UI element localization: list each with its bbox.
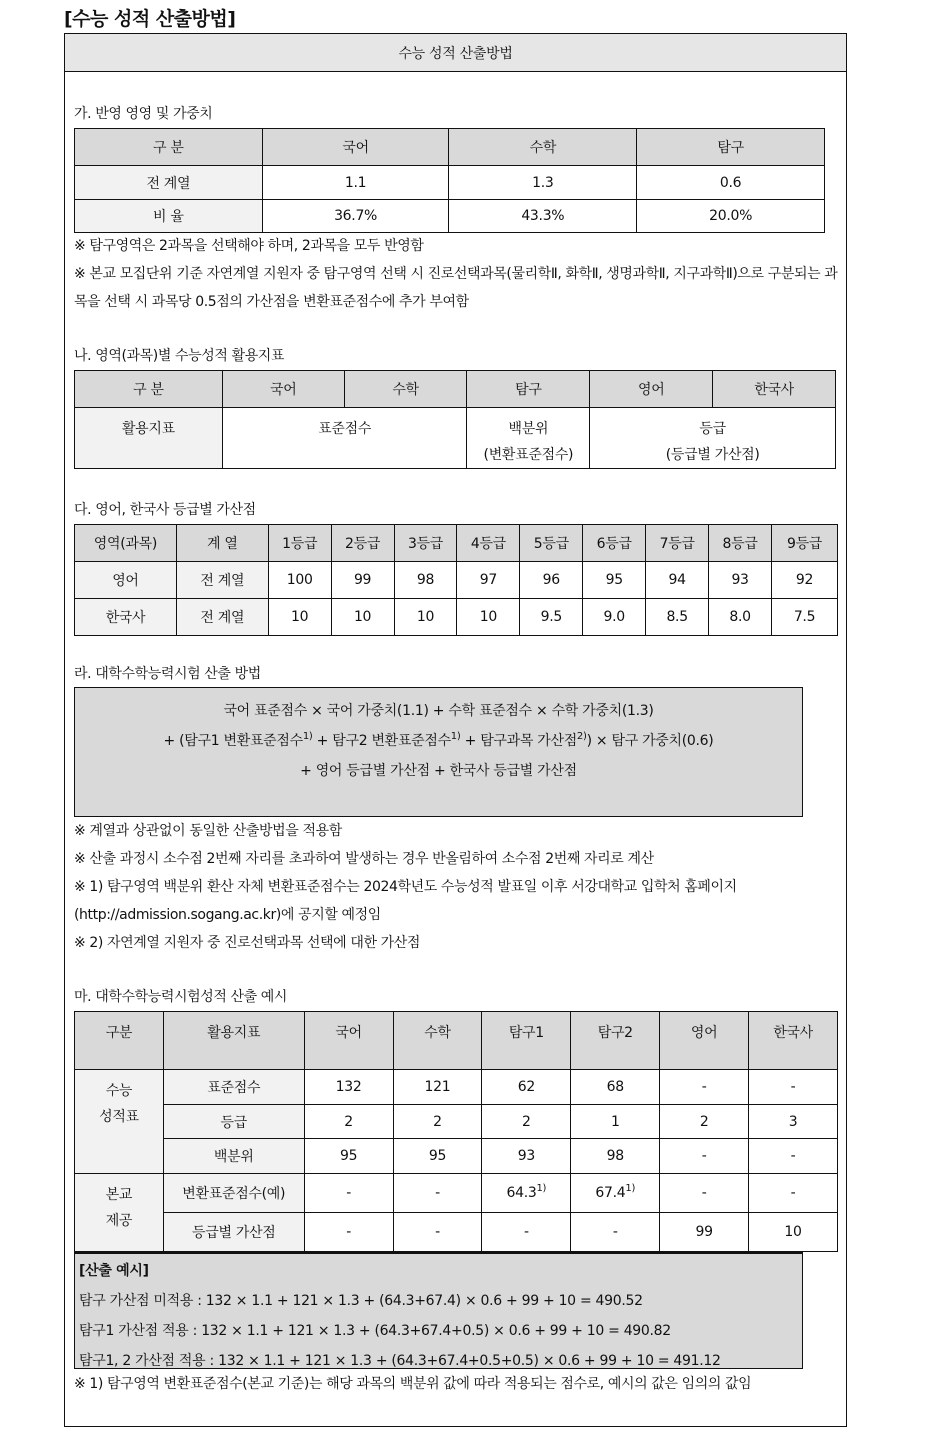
header-cell: 활용지표 (163, 1012, 304, 1070)
section-a-title: 가. 반영 영영 및 가중치 (74, 106, 213, 122)
inquiry-line2: (변환표준점수) (483, 447, 574, 463)
score-method-frame (64, 33, 847, 1427)
cell: 93 (709, 562, 772, 599)
cell: 95 (393, 1139, 482, 1174)
calculation-example-box (74, 1251, 803, 1369)
header-cell: 탐구1 (482, 1012, 571, 1070)
cell: 36.7% (262, 200, 449, 233)
table-row (75, 1070, 838, 1105)
cell: 62 (482, 1070, 571, 1105)
section-a-note: ※ 탐구영역은 2과목을 선택해야 하며, 2과목을 모두 반영함 (74, 238, 424, 254)
weight-table-header (75, 129, 825, 166)
cell: 0.6 (637, 166, 825, 200)
formula-line2 (75, 726, 802, 756)
table-row (75, 1139, 838, 1174)
example-line: 탐구1 가산점 적용 : 132 × 1.1 + 121 × 1.3 + (64.3+67.4+0.5) × 0.6 + 99 + 10 = 490.82 (79, 1323, 671, 1339)
header-cell: 구 분 (75, 371, 223, 408)
cell: 9.5 (520, 599, 583, 636)
formula-part: + (탐구1 변환표준점수 (163, 733, 303, 749)
section-e-note: ※ 1) 탐구영역 변환표준점수(본교 기준)는 해당 과목의 백분위 값에 따라 적용되는 점수로, 예시의 값은 임의의 값임 (74, 1376, 752, 1392)
grade-bonus-header (75, 525, 838, 562)
header-cell: 영어 (590, 371, 713, 408)
cell: 3 (749, 1105, 838, 1139)
section-e-title: 마. 대학수학능력시험성적 산출 예시 (74, 989, 288, 1005)
cell: - (660, 1139, 749, 1174)
example-table (74, 1011, 838, 1252)
header-cell: 계 열 (176, 525, 268, 562)
header-cell: 탐구 (637, 129, 825, 166)
table-row (75, 1105, 838, 1139)
cell: - (393, 1213, 482, 1252)
table-row (75, 562, 838, 599)
section-d-title: 라. 대학수학능력시험 산출 방법 (74, 666, 261, 682)
cell: 1 (571, 1105, 660, 1139)
header-cell: 국어 (222, 371, 344, 408)
grade-line1: 등급 (699, 421, 726, 437)
example-title: [산출 예시] (79, 1263, 149, 1279)
subject-cell: 영어 (75, 562, 177, 599)
cell: 10 (394, 599, 457, 636)
cell: 93 (482, 1139, 571, 1174)
cell: - (482, 1213, 571, 1252)
group-label-line: 제공 (105, 1213, 133, 1229)
row-label: 활용지표 (75, 408, 223, 469)
header-cell: 5등급 (520, 525, 583, 562)
cell: 2 (304, 1105, 393, 1139)
header-cell: 9등급 (772, 525, 838, 562)
header-cell: 1등급 (268, 525, 331, 562)
indicator-cell: 백분위 (163, 1139, 304, 1174)
row-label: 전 계열 (75, 166, 263, 200)
example-line: 탐구1, 2 가산점 적용 : 132 × 1.1 + 121 × 1.3 + (64.3+67.4+0.5+0.5) × 0.6 + 99 + 10 = 491.12 (79, 1353, 721, 1369)
header-cell: 한국사 (713, 371, 836, 408)
cell: 100 (268, 562, 331, 599)
group-label-line: 성적표 (99, 1109, 139, 1125)
grade-cell (590, 408, 836, 469)
cell: - (660, 1070, 749, 1105)
header-cell: 구 분 (75, 129, 263, 166)
cell: 95 (304, 1139, 393, 1174)
cell: 95 (583, 562, 646, 599)
formula-line3: + 영어 등급별 가산점 + 한국사 등급별 가산점 (300, 763, 577, 779)
indicator-table (74, 370, 836, 469)
header-cell: 8등급 (709, 525, 772, 562)
cell: 20.0% (637, 200, 825, 233)
cell: 10 (749, 1213, 838, 1252)
cell: 132 (304, 1070, 393, 1105)
indicator-cell: 표준점수 (163, 1070, 304, 1105)
track-cell: 전 계열 (176, 562, 268, 599)
table-row (75, 1174, 838, 1213)
header-cell: 수학 (449, 129, 637, 166)
cell: - (660, 1174, 749, 1213)
cell: 8.0 (709, 599, 772, 636)
grade-line2: (등급별 가산점) (665, 447, 760, 463)
header-cell: 국어 (262, 129, 449, 166)
cell: 10 (457, 599, 520, 636)
table-row (75, 408, 836, 469)
group-label-line: 본교 (105, 1187, 133, 1203)
cell: - (393, 1174, 482, 1213)
group-label-school (75, 1174, 164, 1252)
cell: 9.0 (583, 599, 646, 636)
cell: 8.5 (646, 599, 709, 636)
group-label-line: 수능 (105, 1083, 133, 1099)
value: 64.3 (506, 1185, 537, 1201)
cell: 10 (268, 599, 331, 636)
cell: 2 (660, 1105, 749, 1139)
cell: 99 (660, 1213, 749, 1252)
example-table-header (75, 1012, 838, 1070)
footnote-marker: 2) (576, 731, 587, 742)
formula-box (74, 687, 803, 817)
header-cell: 6등급 (583, 525, 646, 562)
header-cell: 영역(과목) (75, 525, 177, 562)
cell (482, 1174, 571, 1213)
header-cell: 7등급 (646, 525, 709, 562)
indicator-cell: 등급별 가산점 (163, 1213, 304, 1252)
cell: 10 (331, 599, 394, 636)
cell: 68 (571, 1070, 660, 1105)
header-cell: 수학 (344, 371, 467, 408)
cell: 43.3% (449, 200, 637, 233)
subject-cell: 한국사 (75, 599, 177, 636)
cell (571, 1174, 660, 1213)
cell: 121 (393, 1070, 482, 1105)
inquiry-line1: 백분위 (508, 421, 549, 437)
grade-bonus-table (74, 524, 838, 636)
cell: - (749, 1139, 838, 1174)
example-line: 탐구 가산점 미적용 : 132 × 1.1 + 121 × 1.3 + (64.3+67.4) × 0.6 + 99 + 10 = 490.52 (79, 1293, 643, 1309)
cell: 1.1 (262, 166, 449, 200)
weight-table (74, 128, 825, 233)
cell: - (571, 1213, 660, 1252)
header-cell: 구분 (75, 1012, 164, 1070)
section-d-note: ※ 2) 자연계열 지원자 중 진로선택과목 선택에 대한 가산점 (74, 935, 421, 951)
header-cell: 3등급 (394, 525, 457, 562)
formula-line1: 국어 표준점수 × 국어 가중치(1.1) + 수학 표준점수 × 수학 가중치(1.3) (223, 703, 654, 719)
formula-part: + 탐구과목 가산점 (460, 733, 577, 749)
section-c-title: 다. 영어, 한국사 등급별 가산점 (74, 502, 256, 518)
cell: - (749, 1174, 838, 1213)
header-cell: 한국사 (749, 1012, 838, 1070)
table-row (75, 1213, 838, 1252)
formula-part: + 탐구2 변환표준점수 (312, 733, 451, 749)
header-cell: 수학 (393, 1012, 482, 1070)
row-label: 비 율 (75, 200, 263, 233)
table-row (75, 166, 825, 200)
section-d-note: ※ 1) 탐구영역 백분위 환산 자체 변환표준점수는 2024학년도 수능성적 발표일 이후 서강대학교 입학처 홈페이지(http://admission.sogang.ac.kr)에 공지할 예정임 (74, 879, 737, 923)
indicator-table-header (75, 371, 836, 408)
cell: 1.3 (449, 166, 637, 200)
standard-score-cell: 표준점수 (222, 408, 467, 469)
section-d-note: ※ 계열과 상관없이 동일한 산출방법을 적용함 (74, 823, 342, 839)
header-cell: 영어 (660, 1012, 749, 1070)
inquiry-cell (467, 408, 590, 469)
frame-title: 수능 성적 산출방법 (65, 34, 846, 72)
group-label-scorecard (75, 1070, 164, 1174)
cell: 99 (331, 562, 394, 599)
table-row (75, 599, 838, 636)
header-cell: 국어 (304, 1012, 393, 1070)
footnote-marker: 1) (625, 1183, 636, 1194)
indicator-cell: 등급 (163, 1105, 304, 1139)
footnote-marker: 1) (302, 731, 313, 742)
cell: 7.5 (772, 599, 838, 636)
formula-part: ) × 탐구 가중치(0.6) (586, 733, 714, 749)
section-d-note: ※ 산출 과정시 소수점 2번째 자리를 초과하여 발생하는 경우 반올림하여 소수점 2번째 자리로 계산 (74, 851, 654, 867)
footnote-marker: 1) (450, 731, 461, 742)
cell: 94 (646, 562, 709, 599)
cell: - (749, 1070, 838, 1105)
table-row (75, 200, 825, 233)
cell: 2 (482, 1105, 571, 1139)
header-cell: 탐구 (467, 371, 590, 408)
cell: - (304, 1213, 393, 1252)
cell: 98 (571, 1139, 660, 1174)
cell: 98 (394, 562, 457, 599)
page-heading: [수능 성적 산출방법] (64, 8, 236, 30)
footnote-marker: 1) (536, 1183, 547, 1194)
value: 67.4 (595, 1185, 626, 1201)
cell: 92 (772, 562, 838, 599)
cell: 2 (393, 1105, 482, 1139)
header-cell: 탐구2 (571, 1012, 660, 1070)
indicator-cell: 변환표준점수(예) (163, 1174, 304, 1213)
cell: - (304, 1174, 393, 1213)
section-a-note: ※ 본교 모집단위 기준 자연계열 지원자 중 탐구영역 선택 시 진로선택과목(물리학Ⅱ, 화학Ⅱ, 생명과학Ⅱ, 지구과학Ⅱ)으로 구분되는 과목을 선택 시 과목당 0.5점의 가산점을 변환표준점수에 추가 부여함 (74, 266, 838, 310)
cell: 96 (520, 562, 583, 599)
header-cell: 4등급 (457, 525, 520, 562)
header-cell: 2등급 (331, 525, 394, 562)
section-b-title: 나. 영역(과목)별 수능성적 활용지표 (74, 348, 285, 364)
cell: 97 (457, 562, 520, 599)
track-cell: 전 계열 (176, 599, 268, 636)
